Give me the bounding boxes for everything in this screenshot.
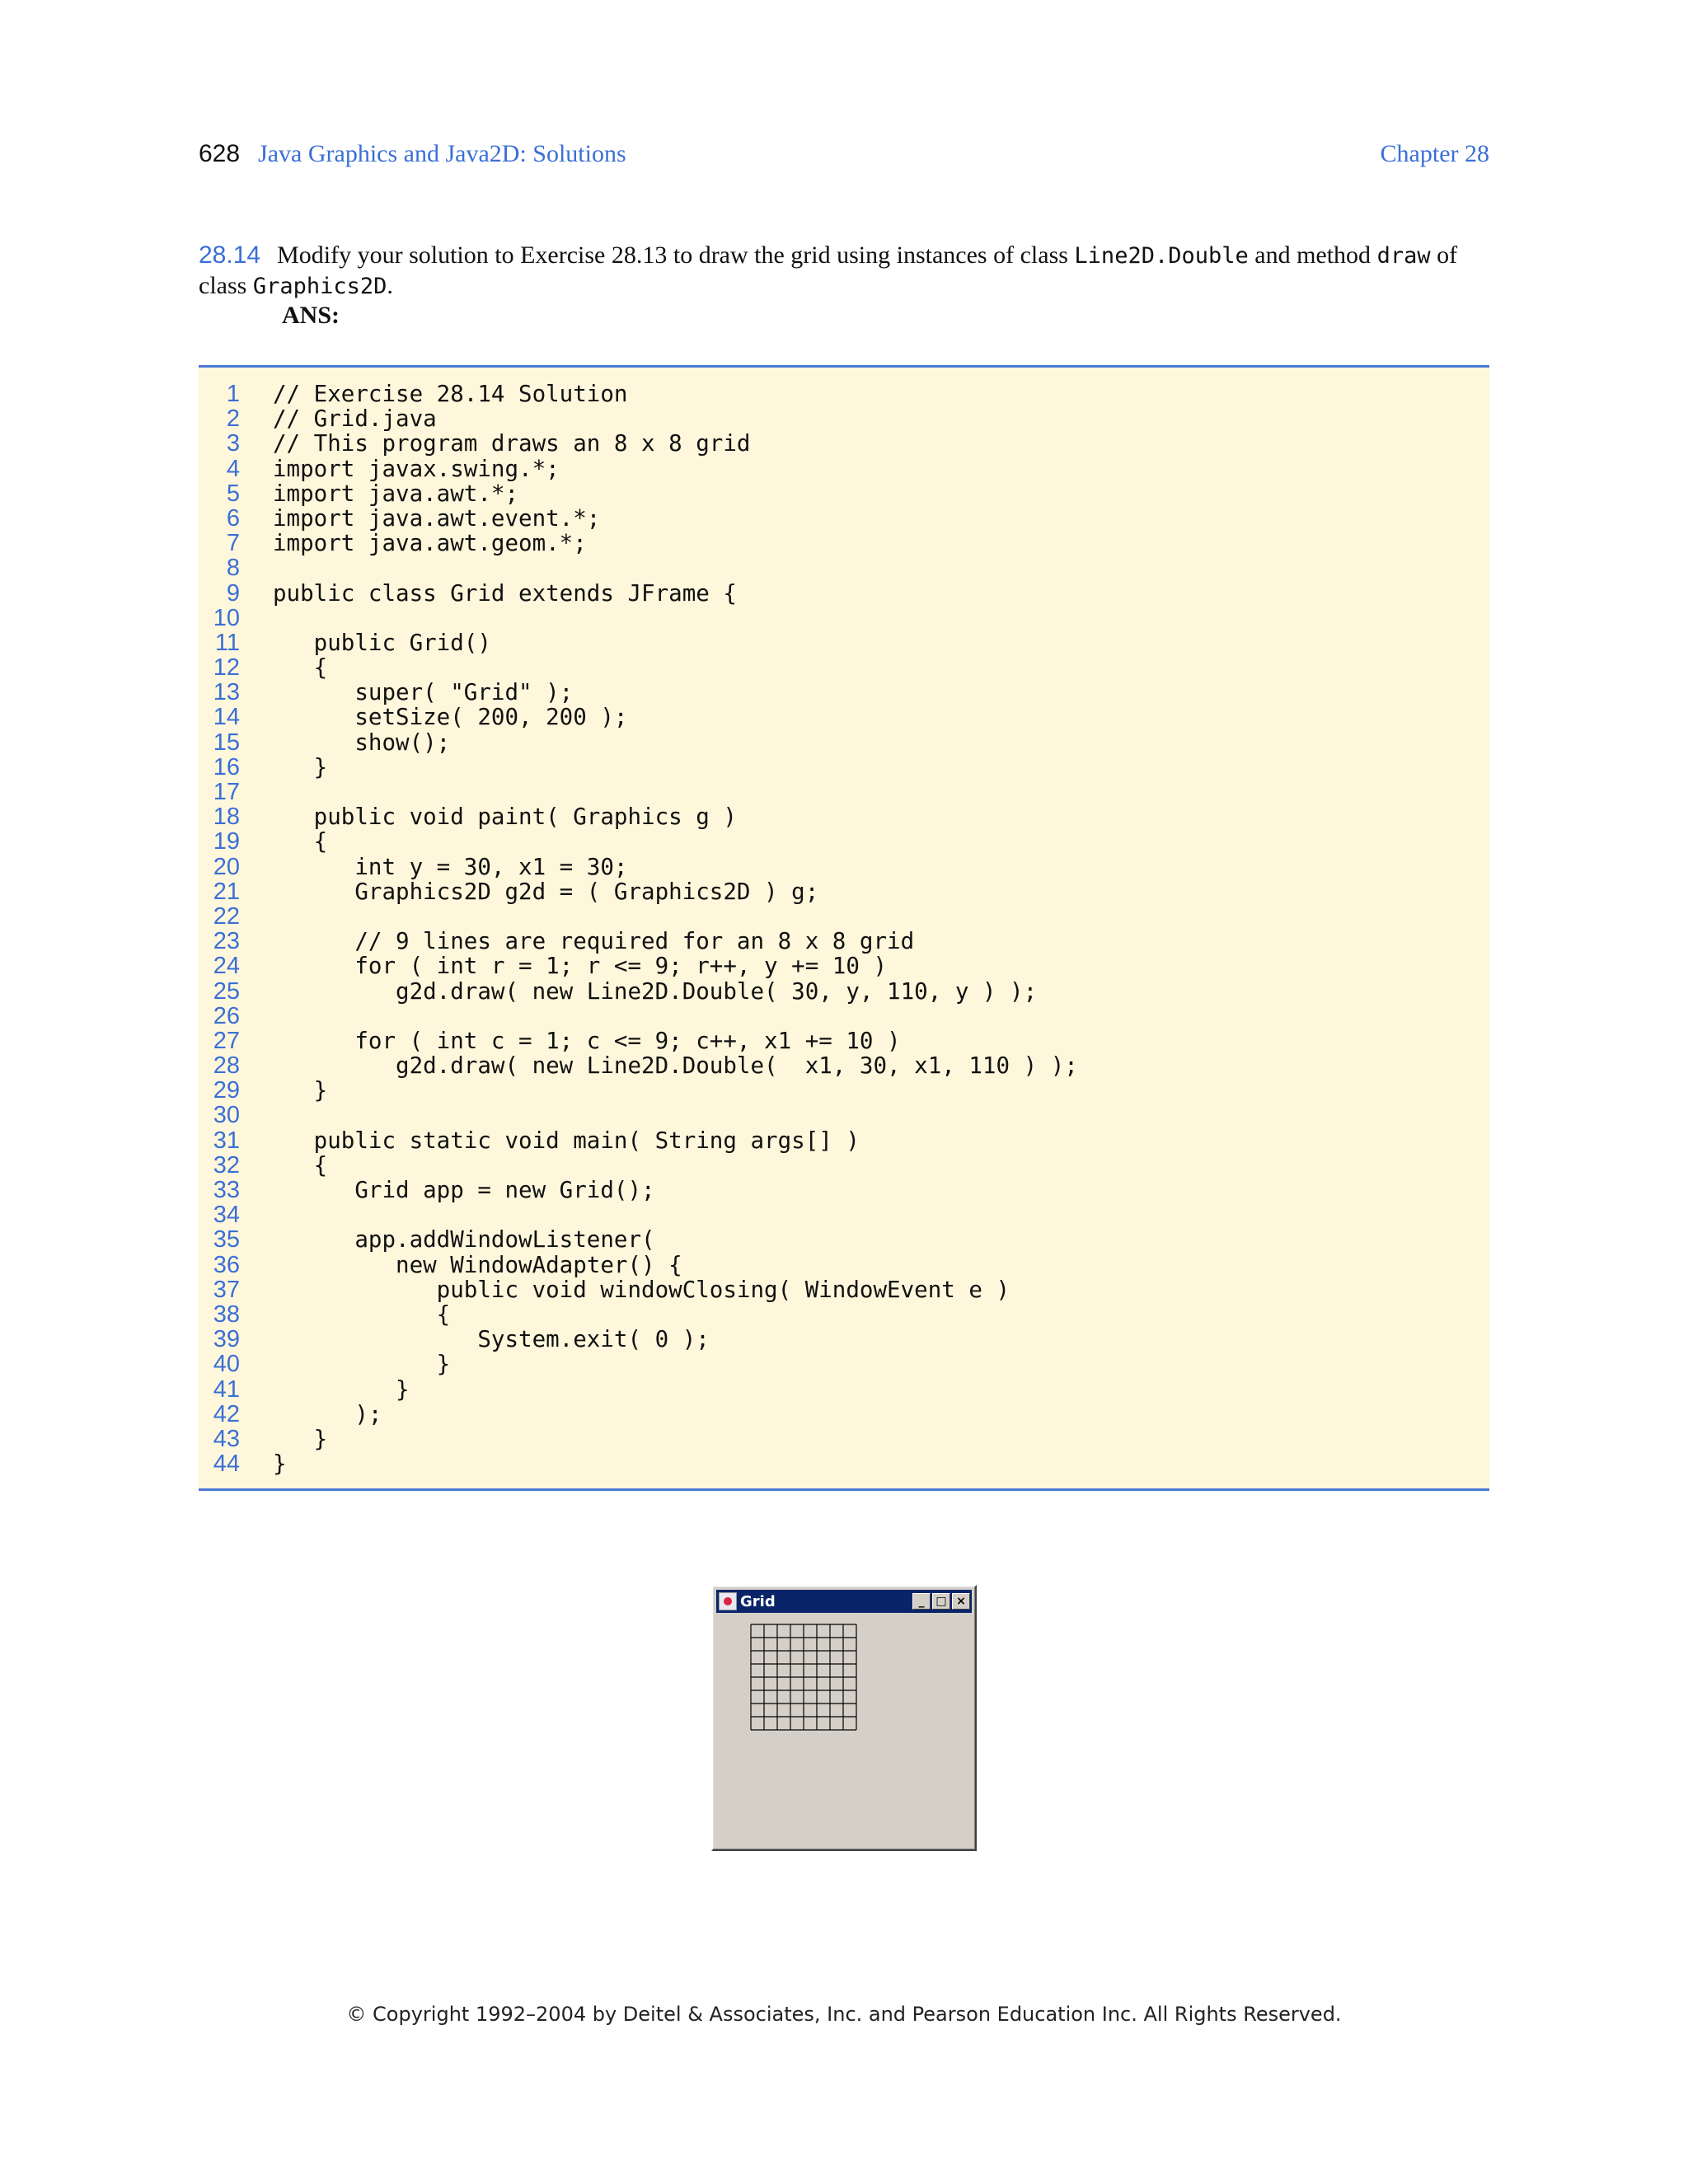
code-line — [199, 804, 1489, 829]
code-line — [199, 1427, 1489, 1451]
code-text: Grid app = new Grid(); — [273, 1177, 655, 1203]
code-line — [199, 855, 1489, 879]
line-number: 13 — [213, 679, 240, 706]
code-text: public Grid() — [273, 629, 491, 656]
line-number: 24 — [213, 953, 240, 980]
line-number: 34 — [213, 1202, 240, 1229]
code-text: for ( int r = 1; r <= 9; r++, y += 10 ) — [273, 953, 888, 980]
code-line — [199, 730, 1489, 755]
line-number: 4 — [226, 455, 240, 482]
code-line — [199, 481, 1489, 506]
line-number: 2 — [226, 405, 240, 433]
line-number: 23 — [213, 928, 240, 955]
code-text: public class Grid extends JFrame { — [273, 579, 737, 607]
code-line — [199, 406, 1489, 431]
code-line — [199, 1004, 1489, 1029]
code-line — [199, 1078, 1489, 1103]
answer-label: ANS: — [282, 302, 340, 329]
code-text: { — [273, 1151, 328, 1179]
line-number: 36 — [213, 1251, 240, 1278]
code-line — [199, 431, 1489, 456]
line-number: 26 — [213, 1002, 240, 1029]
code-text: } — [273, 1077, 328, 1104]
line-number: 42 — [213, 1400, 240, 1427]
close-button[interactable]: × — [952, 1593, 970, 1610]
code-text: import java.awt.*; — [273, 480, 519, 507]
code-line — [199, 506, 1489, 531]
exercise-code-3: Graphics2D — [252, 274, 387, 299]
code-line — [199, 1029, 1489, 1053]
code-line — [199, 1302, 1489, 1327]
code-line — [199, 382, 1489, 406]
code-text: new WindowAdapter() { — [273, 1251, 682, 1278]
code-line — [199, 531, 1489, 555]
code-text: import javax.swing.*; — [273, 455, 560, 482]
code-text: // Exercise 28.14 Solution — [273, 381, 628, 407]
code-line — [199, 979, 1489, 1004]
line-number: 19 — [213, 828, 240, 855]
page-header — [199, 140, 1489, 181]
exercise-code-2: draw — [1376, 243, 1431, 269]
code-text: } — [273, 753, 328, 780]
code-line — [199, 1327, 1489, 1352]
code-line — [199, 1402, 1489, 1427]
line-number: 6 — [226, 504, 240, 532]
code-line — [199, 954, 1489, 978]
code-text: show(); — [273, 729, 451, 756]
code-line — [199, 879, 1489, 904]
code-line — [199, 1227, 1489, 1252]
line-number: 39 — [213, 1326, 240, 1353]
exercise-text-1: Modify your solution to Exercise 28.13 to draw the grid using instances of class — [277, 241, 1075, 269]
line-number: 1 — [226, 381, 240, 407]
line-number: 31 — [213, 1127, 240, 1154]
line-number: 17 — [213, 779, 240, 805]
code-lines — [199, 382, 1489, 1476]
code-line — [199, 1128, 1489, 1153]
line-number: 38 — [213, 1301, 240, 1328]
chapter-label: Chapter 28 — [1380, 140, 1489, 167]
line-number: 35 — [213, 1226, 240, 1254]
exercise-text-4: . — [387, 272, 393, 299]
code-line — [199, 630, 1489, 655]
window-titlebar[interactable] — [716, 1590, 972, 1613]
code-text: g2d.draw( new Line2D.Double( x1, 30, x1, 110 ) ); — [273, 1052, 1078, 1080]
line-number: 25 — [213, 977, 240, 1005]
code-line — [199, 606, 1489, 630]
code-text: public void paint( Graphics g ) — [273, 804, 737, 831]
code-text: ); — [273, 1400, 382, 1427]
line-number: 14 — [213, 704, 240, 731]
minimize-button[interactable]: _ — [912, 1593, 931, 1610]
code-line — [199, 705, 1489, 729]
line-number: 10 — [213, 604, 240, 631]
code-line — [199, 1253, 1489, 1277]
line-number: 12 — [213, 654, 240, 682]
code-text: { — [273, 1301, 451, 1328]
code-line — [199, 457, 1489, 481]
line-number: 41 — [213, 1376, 240, 1403]
code-listing — [199, 365, 1489, 1491]
code-line — [199, 780, 1489, 804]
code-line — [199, 1451, 1489, 1476]
exercise-code-1: Line2D.Double — [1074, 243, 1249, 269]
code-text: setSize( 200, 200 ); — [273, 704, 628, 731]
line-number: 7 — [226, 530, 240, 557]
code-line — [199, 555, 1489, 580]
exercise-text-3: of class — [199, 241, 1458, 299]
code-line — [199, 680, 1489, 705]
page-number: 628 — [199, 140, 241, 167]
code-line — [199, 1053, 1489, 1078]
code-text: public void windowClosing( WindowEvent e ) — [273, 1276, 1010, 1303]
code-line — [199, 1377, 1489, 1402]
code-text: System.exit( 0 ); — [273, 1326, 710, 1353]
line-number: 33 — [213, 1177, 240, 1203]
exercise-number: 28.14 — [199, 241, 261, 269]
code-line — [199, 1153, 1489, 1178]
code-line — [199, 1277, 1489, 1302]
code-text: Graphics2D g2d = ( Graphics2D ) g; — [273, 878, 819, 905]
code-line — [199, 929, 1489, 954]
code-line — [199, 829, 1489, 854]
code-text: import java.awt.geom.*; — [273, 530, 587, 557]
exercise-statement — [199, 241, 1489, 302]
code-text: { — [273, 654, 328, 682]
line-number: 16 — [213, 753, 240, 780]
code-text: super( "Grid" ); — [273, 679, 574, 706]
code-text: int y = 30, x1 = 30; — [273, 853, 628, 880]
code-line — [199, 904, 1489, 929]
line-number: 30 — [213, 1102, 240, 1129]
line-number: 37 — [213, 1276, 240, 1303]
code-text: // Grid.java — [273, 405, 437, 433]
code-text: } — [273, 1351, 451, 1378]
line-number: 43 — [213, 1425, 240, 1452]
line-number: 3 — [226, 430, 240, 457]
code-text: public static void main( String args[] ) — [273, 1127, 860, 1154]
line-number: 44 — [213, 1451, 240, 1478]
line-number: 15 — [213, 729, 240, 756]
line-number: 40 — [213, 1351, 240, 1378]
line-number: 21 — [213, 878, 240, 905]
code-line — [199, 1352, 1489, 1376]
line-number: 32 — [213, 1151, 240, 1179]
code-text: // This program draws an 8 x 8 grid — [273, 430, 751, 457]
code-text: } — [273, 1376, 410, 1403]
code-line — [199, 1178, 1489, 1202]
code-text: } — [273, 1451, 287, 1478]
line-number: 8 — [226, 555, 240, 582]
copyright-footer: © Copyright 1992–2004 by Deitel & Associates, Inc. and Pearson Education Inc. All Rights Reserved. — [346, 2003, 1342, 2026]
exercise-text-2: and method — [1248, 241, 1377, 269]
line-number: 28 — [213, 1052, 240, 1080]
code-text: g2d.draw( new Line2D.Double( 30, y, 110, y ) ); — [273, 977, 1038, 1005]
line-number: 11 — [214, 629, 240, 656]
code-text: { — [273, 828, 328, 855]
running-title: Java Graphics and Java2D: Solutions — [258, 140, 626, 167]
code-text: // 9 lines are required for an 8 x 8 grid — [273, 928, 915, 955]
line-number: 27 — [213, 1027, 240, 1054]
code-line — [199, 1202, 1489, 1227]
code-line — [199, 1103, 1489, 1127]
line-number: 29 — [213, 1077, 240, 1104]
code-text: app.addWindowListener( — [273, 1226, 655, 1254]
line-number: 20 — [213, 853, 240, 880]
window-title: Grid — [740, 1592, 776, 1610]
header-left — [199, 140, 626, 168]
java-app-icon — [719, 1592, 737, 1610]
line-number: 5 — [226, 480, 240, 507]
grid-window — [711, 1585, 977, 1851]
code-line — [199, 655, 1489, 680]
code-text: for ( int c = 1; c <= 9; c++, x1 += 10 ) — [273, 1027, 901, 1054]
code-text: } — [273, 1425, 328, 1452]
code-line — [199, 755, 1489, 780]
code-line — [199, 581, 1489, 606]
line-number: 22 — [213, 902, 240, 930]
code-text: import java.awt.event.*; — [273, 504, 601, 532]
maximize-button[interactable]: □ — [932, 1593, 950, 1610]
line-number: 18 — [213, 804, 240, 831]
line-number: 9 — [226, 579, 240, 607]
drawn-grid — [750, 1624, 860, 1734]
